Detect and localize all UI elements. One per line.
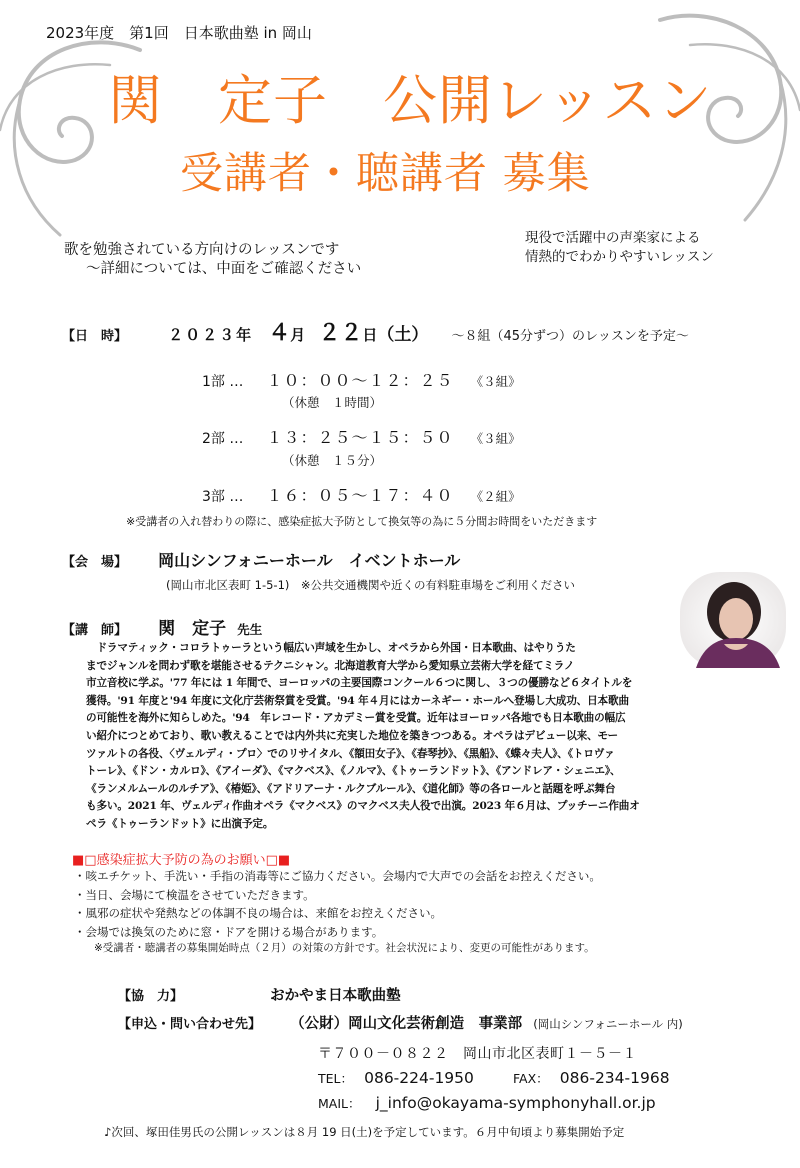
notice-footnote: ※受講者・聴講者の募集開始時点（２月）の対策の方針です。社会状況により、変更の可能性があります。 (94, 942, 595, 954)
session-label: 1部 … (202, 374, 244, 390)
session-time: １０：００～１２：２５ (266, 371, 454, 390)
contact-postal: 〒７００－０８２２ 岡山市北区表町１－５－１ (318, 1046, 637, 1062)
session-3 (202, 483, 521, 506)
sessions-note: ※受講者の入れ替わりの際に、感染症拡大予防として換気等の為に５分間お時間をいただきます (126, 515, 598, 528)
datetime-row (62, 316, 689, 347)
mail-value[interactable]: j_info@okayama-symphonyhall.or.jp (375, 1094, 656, 1112)
bio-line: い紹介につとめており、歌い教えることでは内外共に充実した地位を築きつつある。オペラはデビュー以来、モー (86, 729, 618, 742)
session-break: （休憩 １時間） (282, 395, 383, 410)
bio-line: の可能性を海外に知らしめた。'94 年レコード・アカデミー賞を受賞。近年はヨーロッパ各地でも日本歌曲の幅広 (86, 712, 626, 725)
venue-name: 岡山シンフォニーホール イベントホール (158, 551, 461, 570)
contact-row (118, 1012, 683, 1033)
notice-list (74, 867, 601, 941)
page-title: 関 定子 公開レッスン (108, 69, 713, 132)
intro-right-line1: 現役で活躍中の声楽家による (525, 230, 701, 246)
session-groups: 《２組》 (470, 489, 521, 504)
datetime-note: ～８組（45分ずつ）のレッスンを予定～ (451, 329, 689, 344)
intro-left-line1: 歌を勉強されている方向けのレッスンです (64, 242, 340, 258)
session-1 (202, 368, 521, 391)
page-subtitle: 受講者・聴講者 募集 (180, 149, 591, 199)
contact-mail-row (318, 1093, 656, 1112)
contact-org-note: (岡山シンフォニーホール 内) (533, 1017, 683, 1031)
bio-line: 獲得。'91 年度と'94 年度に文化庁芸術祭賞を受賞。'94 年４月にはカーネギー・ホールへ登場し大成功、日本歌曲 (86, 694, 629, 707)
intro-left-line2: ～詳細については、中面をご確認ください (86, 261, 362, 277)
fax-value: 086-234-1968 (559, 1069, 670, 1087)
session-groups: 《３組》 (470, 374, 521, 389)
date-day: ２２ (318, 321, 363, 346)
session-groups: 《３組》 (470, 431, 521, 446)
notice-item: ・咳エチケット、手洗い・手指の消毒等にご協力ください。会場内で大声での会話をお控えください。 (74, 869, 601, 883)
session-time: １３：２５～１５：５０ (266, 428, 454, 447)
cooperation-value: おかやま日本歌曲塾 (270, 988, 401, 1004)
date-weekday: （土） (377, 325, 429, 345)
session-label: 2部 … (202, 431, 244, 447)
bio-line: までジャンルを問わず歌を堪能させるテクニシャン。北海道教育大学から愛知県立芸術大学を経てミラノ (86, 659, 575, 672)
datetime-label: 【日 時】 (62, 329, 128, 344)
instructor-bio (86, 640, 696, 834)
instructor-honorific: 先生 (237, 622, 263, 637)
bio-line: も多い。2021 年、ヴェルディ作曲オペラ《マクベス》のマクベス夫人役で出演。2023 年６月は、プッチーニ作曲オ (86, 800, 640, 813)
session-label: 3部 … (202, 489, 244, 505)
cooperation-row (118, 984, 401, 1005)
decorative-swirl-left (0, 20, 150, 260)
fax-label: FAX： (513, 1071, 549, 1086)
venue-label: 【会 場】 (62, 555, 128, 570)
venue-row (62, 548, 460, 571)
venue-address: (岡山市北区表町 1-5-1) ※公共交通機関や近くの有料駐車場をご利用ください (166, 578, 576, 592)
notice-item: ・当日、会場にて検温をさせていただきます。 (74, 887, 315, 902)
notice-item: ・会場では換気のために窓・ドアを開ける場合があります。 (74, 924, 384, 939)
date-month-unit: 月 (290, 326, 306, 344)
session-time: １６：０５～１７：４０ (266, 486, 454, 505)
contact-label: 【申込・問い合わせ先】 (118, 1017, 262, 1032)
instructor-name: 関 定子 (158, 619, 227, 639)
contact-phone-row (318, 1068, 670, 1087)
tel-label: TEL： (318, 1071, 353, 1086)
instructor-row (62, 614, 262, 639)
intro-right-line2: 情熱的でわかりやすいレッスン (525, 249, 714, 265)
bio-line: トーレ》、《ドン・カルロ》、《アイーダ》、《マクベス》、《ノルマ》、《トゥーランドット》、《アンドレア・シェニエ》、 (86, 765, 621, 778)
footer-note: ♪次回、塚田佳男氏の公開レッスンは８月 19 日(土)を予定しています。６月中旬頃より募集開始予定 (104, 1125, 625, 1139)
bio-line: ドラマティック・コロラトゥーラという幅広い声域を生かし、オペラから外国・日本歌曲、はやりうた (86, 642, 576, 654)
mail-label: MAIL： (318, 1096, 361, 1111)
notice-item: ・風邪の症状や発熱などの体調不良の場合は、来館をお控えください。 (74, 906, 442, 920)
date-year: ２０２３年 (168, 326, 254, 344)
notice-title: ■□感染症拡大予防の為のお願い□■ (72, 853, 291, 868)
session-2 (202, 425, 521, 448)
date-month: ４ (268, 321, 291, 346)
cooperation-label: 【協 力】 (118, 989, 184, 1004)
bio-line: ツァルトの各役、〈ヴェルディ・プロ〉でのリサイタル、《額田女子》、《春琴抄》、《黒船》、《蝶々夫人》、《トロヴァ (86, 747, 615, 760)
bio-line: 《ランメルムールのルチア》、《椿姫》、《アドリアーナ・ルクブルール》、《道化師》等の各ロールと話題を呼ぶ舞台 (86, 782, 616, 795)
series-label: 2023年度 第1回 日本歌曲塾 in 岡山 (46, 24, 312, 42)
instructor-label: 【講 師】 (62, 623, 128, 638)
contact-org: （公財）岡山文化芸術創造 事業部 (290, 1016, 523, 1032)
date-day-unit: 日 (362, 326, 378, 344)
bio-line: 市立音校に学ぶ。'77 年には 1 年間で、ヨーロッパの主要国際コンクール６つに関し、３つの優勝など６タイトルを (86, 677, 633, 690)
session-break: （休憩 １５分） (282, 453, 383, 468)
tel-value: 086-224-1950 (364, 1069, 474, 1087)
bio-line: ペラ《トゥーランドット》に出演予定。 (86, 817, 274, 830)
